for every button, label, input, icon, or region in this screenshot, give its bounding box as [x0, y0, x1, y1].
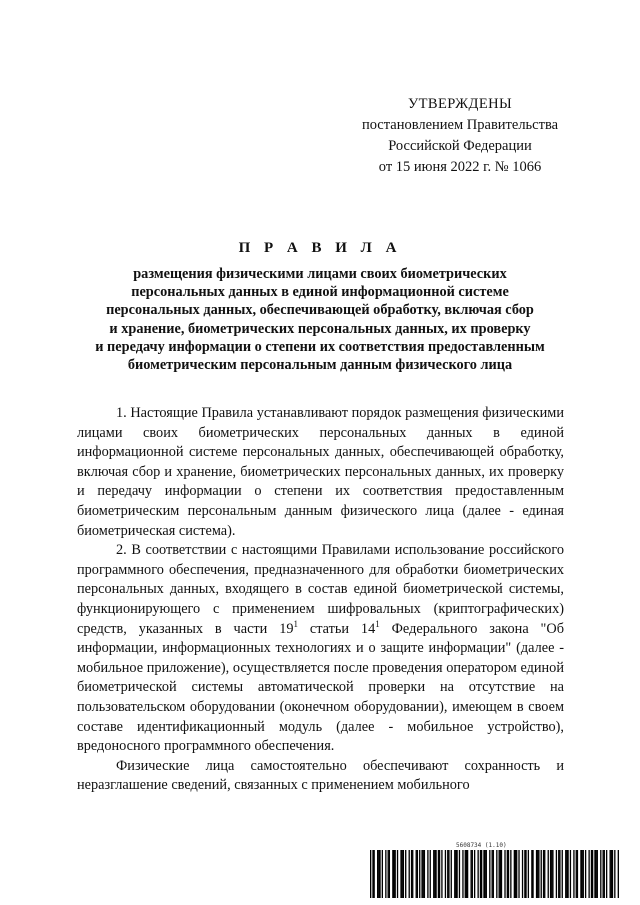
barcode-bar: [544, 850, 545, 898]
barcode-bar: [417, 850, 418, 898]
barcode-bar: [397, 850, 398, 898]
barcode-bar: [508, 850, 509, 898]
barcode-bar: [588, 850, 589, 898]
barcode-bar: [562, 850, 563, 898]
barcode-bar: [604, 850, 605, 898]
barcode-bar: [493, 850, 494, 898]
barcode-bar: [374, 850, 375, 898]
barcode-bar: [550, 850, 551, 898]
barcode-bar: [597, 850, 598, 898]
superscript: 1: [293, 618, 298, 629]
barcode-bar: [433, 850, 434, 898]
barcode-bar: [470, 850, 471, 898]
barcode-bar: [514, 850, 515, 898]
barcode-bar: [543, 850, 544, 898]
barcode-bar: [388, 850, 389, 898]
barcode-bar: [496, 850, 497, 898]
superscript: 1: [375, 618, 380, 629]
approval-line-3: от 15 июня 2022 г. № 1066: [378, 159, 542, 175]
barcode-bar: [567, 850, 568, 898]
barcode-bar: [566, 850, 567, 898]
barcode-bar: [538, 850, 539, 898]
approval-line-1: постановлением Правительства: [361, 117, 559, 133]
barcode-bar: [548, 850, 549, 898]
subtitle-line: и передачу информации о степени их соответствия предоставленным: [95, 338, 545, 355]
barcode-bar: [612, 850, 613, 898]
barcode-bar: [434, 850, 435, 898]
approval-line-2: Российской Федерации: [388, 138, 532, 154]
paragraph-3: Физические лица самостоятельно обеспечивают сохранность и неразглашение сведений, связанных с применением мобильного: [77, 757, 564, 794]
barcode-bar: [573, 850, 574, 898]
barcode-bar: [455, 850, 456, 898]
barcode-bar: [600, 850, 601, 898]
barcode-bar: [614, 850, 615, 898]
barcode-bar: [618, 850, 619, 898]
barcode-bar: [427, 850, 428, 898]
subtitle-line: биометрическим персональным данным физического лица: [127, 357, 513, 374]
barcode-bar: [583, 850, 584, 898]
paragraph-2-part-c: Федерального закона "Об информации, информационных технологиях и о защите информации" (далее - мобильное приложение), осуществляется после проведения оператором единой биометрической системы автоматической проверки на отсутствие на пользовательском оборудовании (оконечном оборудовании), имеющем в своем составе идентификационный модуль (далее - мобильное устройство), вредоносного программного обеспечения.: [77, 620, 564, 755]
barcode-bar: [499, 850, 500, 898]
barcode-bar: [581, 850, 582, 898]
barcode-bar: [522, 850, 523, 898]
barcode-bar: [486, 850, 487, 898]
barcode-bar: [400, 850, 401, 898]
barcode-bar: [501, 850, 502, 898]
barcode-bar: [518, 850, 519, 898]
barcode-bar: [611, 850, 612, 898]
barcode-bar: [524, 850, 525, 898]
barcode-bar: [421, 850, 422, 898]
barcode-bar: [480, 850, 481, 898]
barcode-bar: [536, 850, 537, 898]
barcode-bar: [393, 850, 394, 898]
barcode-bar: [492, 850, 493, 898]
barcode-bar: [378, 850, 379, 898]
barcode-bar: [602, 850, 603, 898]
barcode-bar: [370, 850, 371, 898]
barcode-bar: [528, 850, 529, 898]
subtitle-line: персональных данных в единой информационной системе: [131, 284, 509, 301]
barcode-bar: [532, 850, 533, 898]
paragraph-1: 1. Настоящие Правила устанавливают порядок размещения физическими лицами своих биометрических персональных данных в единой информационной системе персональных данных, обеспечивающей обработку, включая сбор и хранение, биометрических персональных данных, их проверку и передачу информации о степени их соответствия предоставленным биометрическим персональным данным физического лица (далее - единая биометрическая система).: [77, 405, 564, 539]
barcode-bar: [516, 850, 517, 898]
approval-block: [330, 94, 590, 178]
barcode-bar: [510, 850, 511, 898]
barcode-bar: [576, 850, 577, 898]
barcode-bar: [489, 850, 490, 898]
barcode-bar: [558, 850, 559, 898]
barcode-bar: [606, 850, 607, 898]
barcode-bar: [594, 850, 595, 898]
barcode-bar: [559, 850, 560, 898]
subtitle-line: размещения физическими лицами своих биометрических: [133, 266, 507, 282]
barcode-bar: [454, 850, 455, 898]
barcode-bar: [591, 850, 592, 898]
barcode-bar: [552, 850, 553, 898]
barcode-bar: [424, 850, 425, 898]
barcode-bar: [456, 850, 457, 898]
barcode-bar: [484, 850, 485, 898]
document-title: П Р А В И Л А: [238, 240, 402, 256]
barcode-bar: [580, 850, 581, 898]
barcode-bar: [412, 850, 413, 898]
barcode-bar: [403, 850, 404, 898]
paragraph-2: [77, 541, 564, 757]
barcode-bar: [537, 850, 538, 898]
barcode-bar: [459, 850, 460, 898]
barcode-bar: [372, 850, 373, 898]
barcode-bar: [467, 850, 468, 898]
barcode-bar: [504, 850, 505, 898]
barcode-bar: [438, 850, 439, 898]
barcode-bar: [451, 850, 452, 898]
barcode-bar: [447, 850, 448, 898]
barcode-bar: [385, 850, 386, 898]
barcode-bar: [462, 850, 463, 898]
barcode-bar: [405, 850, 406, 898]
barcode-bar: [565, 850, 566, 898]
barcode-bar: [430, 850, 431, 898]
barcode-bar: [419, 850, 420, 898]
subtitle-line: и хранение, биометрических персональных данных, их проверку: [109, 320, 531, 337]
barcode-bar: [515, 850, 516, 898]
barcode-bar: [423, 850, 424, 898]
barcode-block: [370, 842, 630, 898]
barcode-bar: [500, 850, 501, 898]
barcode-bar: [439, 850, 440, 898]
approval-heading: УТВЕРЖДЕНЫ: [407, 96, 513, 112]
barcode-bar: [570, 850, 571, 898]
barcode-bar: [609, 850, 610, 898]
document-subtitle: [60, 265, 580, 374]
barcode-bar: [465, 850, 466, 898]
barcode-bar: [441, 850, 442, 898]
paragraph-2-part-b: статьи 14: [298, 620, 376, 637]
barcode-bar: [435, 850, 436, 898]
barcode-image: [370, 850, 620, 898]
barcode-bar: [395, 850, 396, 898]
barcode-bar: [541, 850, 542, 898]
barcode-bar: [477, 850, 478, 898]
barcode-bar: [483, 850, 484, 898]
barcode-bar: [377, 850, 378, 898]
barcode-bar: [474, 850, 475, 898]
barcode-bar: [445, 850, 446, 898]
barcode-bar: [392, 850, 393, 898]
barcode-bar: [411, 850, 412, 898]
barcode-bar: [551, 850, 552, 898]
barcode-bar: [592, 850, 593, 898]
barcode-bar: [577, 850, 578, 898]
barcode-bar: [382, 850, 383, 898]
barcode-bar: [402, 850, 403, 898]
barcode-bar: [507, 850, 508, 898]
barcode-bar: [416, 850, 417, 898]
barcode-bar: [389, 850, 390, 898]
barcode-bar: [448, 850, 449, 898]
barcode-bar: [531, 850, 532, 898]
barcode-code: 5608734 (1.10): [456, 842, 507, 849]
barcode-bar: [595, 850, 596, 898]
barcode-bar: [556, 850, 557, 898]
barcode-bar: [585, 850, 586, 898]
barcode-bar: [481, 850, 482, 898]
document-body: [77, 404, 564, 796]
barcode-bar: [525, 850, 526, 898]
barcode-bar: [379, 850, 380, 898]
barcode-bar: [409, 850, 410, 898]
subtitle-line: персональных данных, обеспечивающей обработку, включая сбор: [106, 302, 534, 319]
barcode-bar: [466, 850, 467, 898]
paragraph-2-part-a: 2. В соответствии с настоящими Правилами использование российского программного обеспечения, предназначенного для обработки биометрических персональных данных, входящего в состав единой биометрической системы, функционирующего с применением шифровальных (криптографических) средств, указанных в части 19: [77, 542, 564, 637]
barcode-bar: [472, 850, 473, 898]
